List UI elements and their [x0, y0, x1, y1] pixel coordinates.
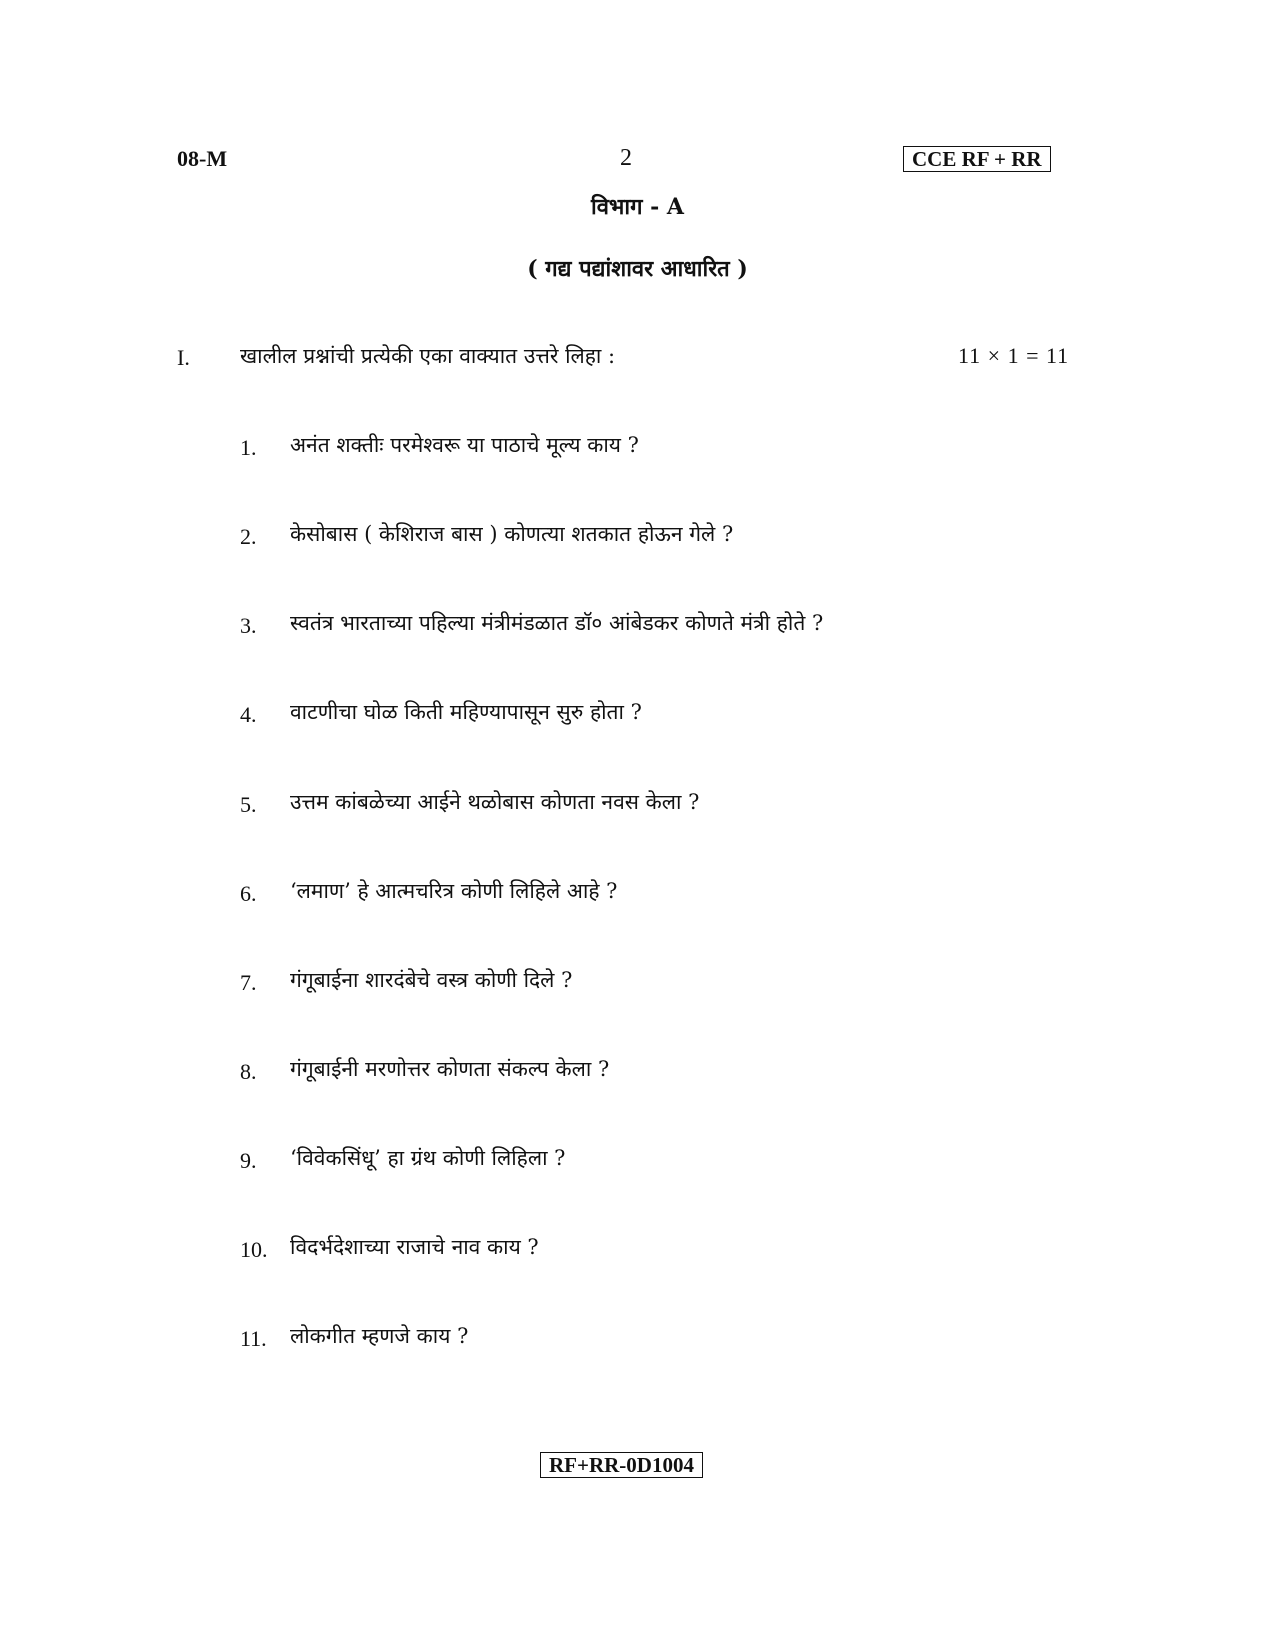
section-subtitle: ( गद्य पद्यांशावर आधारित )	[527, 256, 748, 282]
question-number: 7.	[240, 970, 257, 995]
question-text: स्वतंत्र भारताच्या पहिल्या मंत्रीमंडळात डॉ० आंबेडकर कोणते मंत्री होते ?	[290, 611, 824, 635]
question-number: 9.	[240, 1148, 257, 1173]
section-title: विभाग - A	[591, 194, 684, 220]
question-number: 1.	[240, 435, 257, 460]
paper-code-right: CCE RF + RR	[903, 146, 1051, 172]
question-number: 5.	[240, 792, 257, 817]
paper-code-left: 08-M	[177, 146, 228, 171]
question-number: 6.	[240, 881, 257, 906]
question-number: 8.	[240, 1059, 257, 1084]
question-text: केसोबास ( केशिराज बास ) कोणत्या शतकात होऊन गेले ?	[290, 522, 734, 546]
question-roman-number: I.	[177, 345, 190, 370]
question-text: विदर्भदेशाच्या राजाचे नाव काय ?	[290, 1235, 539, 1259]
question-instruction: खालील प्रश्नांची प्रत्येकी एका वाक्यात उत्तरे लिहा :	[240, 344, 616, 368]
question-number: 4.	[240, 702, 257, 727]
question-number: 3.	[240, 613, 257, 638]
question-text: उत्तम कांबळेच्या आईने थळोबास कोणता नवस केला ?	[290, 790, 700, 814]
question-text: वाटणीचा घोळ किती महिण्यापासून सुरु होता ?	[290, 700, 642, 724]
page-number: 2	[620, 145, 632, 171]
question-number: 10.	[240, 1237, 268, 1262]
question-text: लोकगीत म्हणजे काय ?	[290, 1324, 469, 1348]
question-text: अनंत शक्तीः परमेश्वरू या पाठाचे मूल्य काय ?	[290, 433, 639, 457]
footer-code: RF+RR-0D1004	[540, 1452, 703, 1478]
question-text: गंगूबाईना शारदंबेचे वस्त्र कोणी दिले ?	[290, 968, 573, 992]
question-number: 11.	[240, 1326, 267, 1351]
question-number: 2.	[240, 524, 257, 549]
marks-allocation: 11 × 1 = 11	[958, 343, 1070, 368]
question-text: गंगूबाईनी मरणोत्तर कोणता संकल्प केला ?	[290, 1057, 610, 1081]
question-text: ‘विवेकसिंधू’ हा ग्रंथ कोणी लिहिला ?	[290, 1146, 566, 1170]
question-text: ‘लमाण’ हे आत्मचरित्र कोणी लिहिले आहे ?	[290, 879, 618, 903]
